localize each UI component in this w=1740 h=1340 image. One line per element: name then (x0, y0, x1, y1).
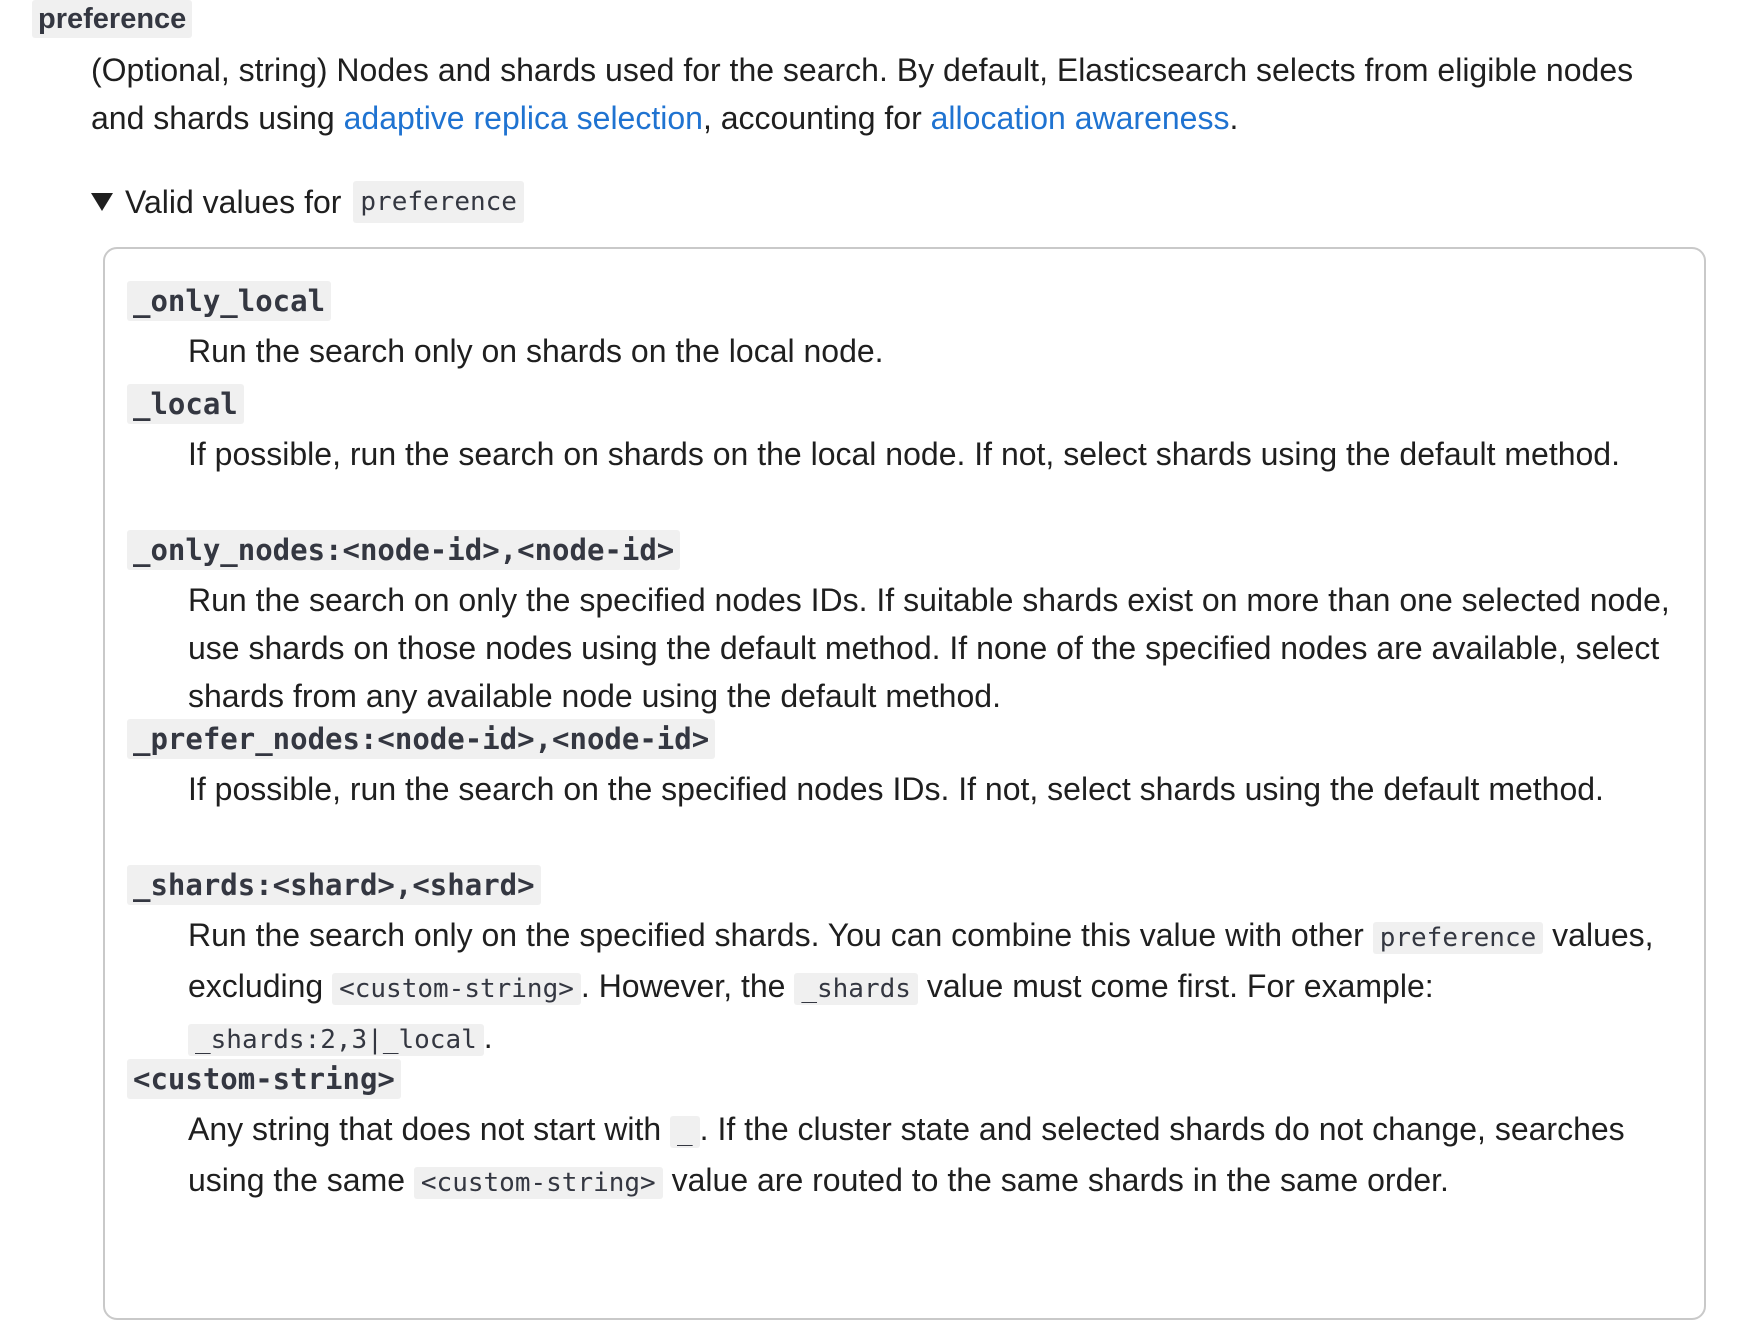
definition-text: Run the search only on the specified shards. You can combine this value with other (188, 917, 1373, 953)
description-text: , accounting for (702, 100, 931, 136)
value-entry-shards (127, 865, 1687, 1064)
value-entry-prefer-nodes (127, 719, 1687, 813)
value-definition (188, 911, 1683, 1064)
inline-code: _shards:2,3|_local (188, 1024, 484, 1056)
value-definition: If possible, run the search on shards on the local node. If not, select shards using the default method. (188, 436, 1620, 472)
summary-code: preference (353, 181, 524, 223)
definition-text: value are routed to the same shards in the same order. (662, 1162, 1449, 1198)
value-term: <custom-string> (127, 1059, 401, 1099)
definition-text: . If the cluster state and selected shards do not change, searches using the same (188, 1111, 1625, 1198)
inline-code: <custom-string> (332, 973, 581, 1005)
definition-text: value must come first. For example: (917, 968, 1434, 1004)
value-term: _only_nodes:<node-id>,<node-id> (127, 530, 680, 570)
value-term: _local (127, 384, 244, 424)
value-definition: Run the search on only the specified nodes IDs. If suitable shards exist on more than one selected node, use shards on those nodes using the default method. If none of the specified nodes are available, select shards from any available node using the default method. (188, 582, 1670, 714)
valid-values-toggle[interactable] (91, 181, 524, 223)
definition-text: values, excluding (188, 917, 1654, 1004)
value-definition (188, 1105, 1683, 1207)
value-entry-custom-string (127, 1059, 1687, 1207)
inline-code: _shards (794, 973, 918, 1005)
value-definition: If possible, run the search on the specified nodes IDs. If not, select shards using the default method. (188, 771, 1604, 807)
value-entry-only-nodes (127, 530, 1687, 720)
triangle-down-icon (91, 193, 113, 211)
value-term: _only_local (127, 281, 331, 321)
description-text: . (1229, 100, 1239, 136)
valid-values-panel (103, 247, 1706, 1320)
value-entry-only-local (127, 281, 1687, 375)
inline-code: <custom-string> (414, 1167, 663, 1199)
definition-text: . However, the (580, 968, 795, 1004)
inline-code: preference (1373, 922, 1544, 954)
allocation-awareness-link[interactable]: allocation awareness (930, 100, 1230, 136)
value-term: _prefer_nodes:<node-id>,<node-id> (127, 719, 715, 759)
adaptive-replica-selection-link[interactable]: adaptive replica selection (343, 100, 703, 136)
parameter-name: preference (32, 0, 192, 38)
description-text: (Optional, string) Nodes and shards used for the search. By default, Elasticsearch selects from eligible nodes and shards using (91, 52, 1634, 136)
value-term: _shards:<shard>,<shard> (127, 865, 541, 905)
definition-text: Any string that does not start with (188, 1111, 671, 1147)
value-definition: Run the search only on shards on the local node. (188, 333, 884, 369)
definition-text: . (483, 1019, 493, 1055)
inline-code: _ (670, 1116, 700, 1148)
value-entry-local (127, 384, 1687, 478)
summary-label: Valid values for (125, 184, 342, 220)
parameter-description (91, 46, 1691, 142)
